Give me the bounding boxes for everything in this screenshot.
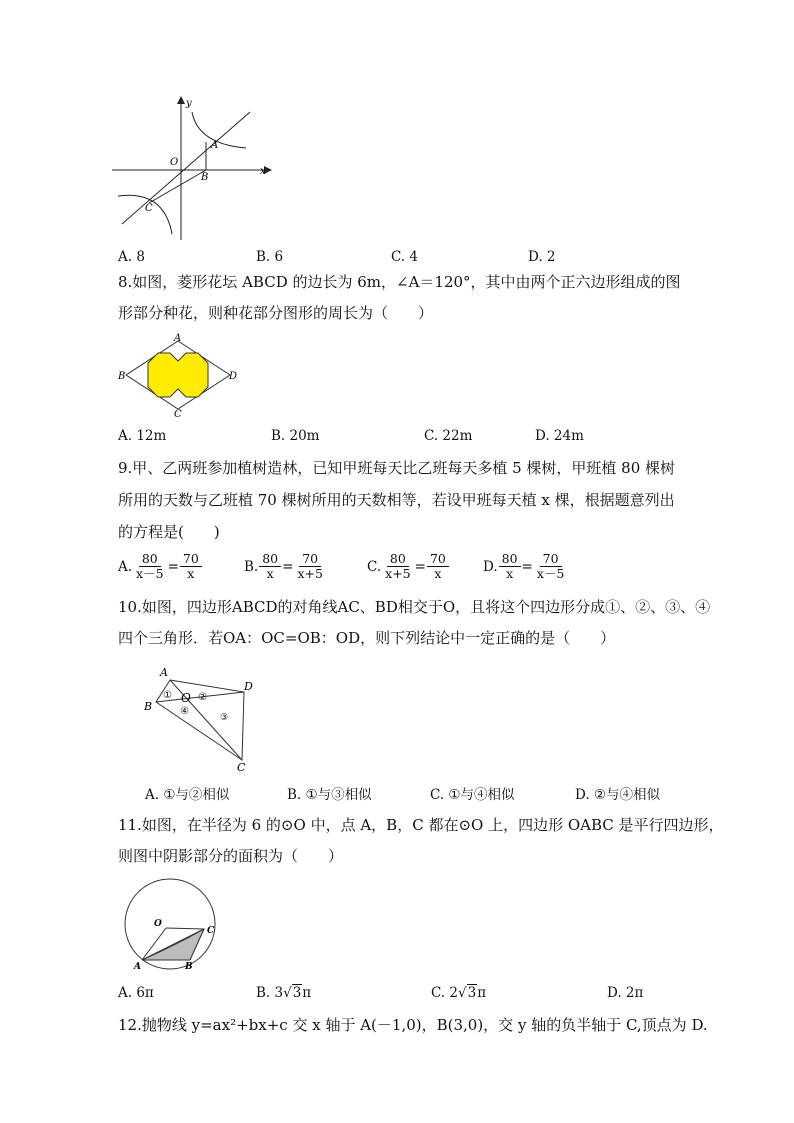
q10-region-1: ① [163, 690, 172, 701]
q9-option-a-frac-left [133, 552, 167, 581]
q9-option-d[interactable] [483, 552, 568, 581]
q11-a-label: A [134, 962, 141, 972]
q11-option-c-pi: π [477, 985, 487, 1001]
q9-a-den2: x [187, 566, 195, 581]
q7-o-label: O [170, 157, 179, 168]
q9-option-a-frac-right [180, 552, 202, 581]
q10-region-3: ③ [220, 713, 229, 723]
q8-question-line2: 形部分种花，则种花部分图形的周长为（ ） [118, 304, 434, 322]
q11-option-b-coef: B. 3 [256, 985, 284, 1001]
q11-option-c-coef: C. 2 [431, 985, 459, 1001]
q11-option-c[interactable] [431, 985, 486, 1001]
q9-d-num2: 70 [540, 552, 562, 567]
q10-region-4: ④ [180, 706, 189, 717]
q8-option-d[interactable]: D. 24m [535, 428, 584, 444]
q11-circle-figure [118, 878, 222, 972]
q9-b-den1: x [266, 566, 274, 581]
q9-c-eq: = [414, 558, 426, 575]
q11-o-label: O [154, 919, 162, 929]
q9-c-den2: x [434, 566, 442, 581]
q9-question-line1: 9.甲、乙两班参加植树造林，已知甲班每天比乙班每天多植 5 棵树，甲班植 80 棵树 [118, 459, 676, 477]
q8-b-label: B [118, 371, 126, 382]
q7-c-label: C [145, 203, 153, 214]
q8-option-b[interactable]: B. 20m [271, 428, 320, 444]
q11-question-line2: 则图中阴影部分的面积为（ ） [118, 847, 344, 865]
q7-x-label: x [260, 166, 266, 177]
q9-a-den1: x－5 [136, 566, 164, 581]
q9-question-line3: 的方程是( ) [118, 523, 220, 541]
q9-option-b-frac-right [294, 552, 325, 581]
q9-a-num2: 70 [180, 552, 202, 567]
q11-b-label: B [185, 962, 193, 972]
q10-question-line1: 10.如图，四边形ABCD的对角线AC、BD相交于O，且将这个四边形分成①、②、③、④ [118, 598, 711, 616]
q12-question-line1: 12.抛物线 y=ax²+bx+c 交 x 轴于 A(－1,0)，B(3,0)，交 y 轴的负半轴于 C,顶点为 D. [118, 1016, 708, 1034]
q10-d-label: D [244, 680, 253, 693]
q9-b-eq: = [282, 558, 294, 575]
q10-o-label: O [181, 691, 191, 705]
q10-option-b[interactable]: B. ①与③相似 [287, 787, 372, 803]
q11-option-b-radicand: 3 [292, 985, 302, 1001]
q10-option-a[interactable]: A. ①与②相似 [145, 787, 230, 803]
q7-option-b[interactable]: B. 6 [256, 249, 284, 265]
q9-option-b-letter: B. [244, 558, 259, 575]
q10-option-c[interactable]: C. ①与④相似 [430, 787, 515, 803]
q11-option-b-sqrt-icon: √ [283, 985, 292, 1001]
q11-option-c-radicand: 3 [467, 985, 477, 1001]
q9-option-c-frac-right [427, 552, 449, 581]
q9-option-a-letter: A. [118, 558, 133, 575]
q9-option-c-frac-left [382, 552, 413, 581]
q9-b-den2: x+5 [297, 566, 323, 581]
q8-option-a[interactable]: A. 12m [118, 428, 167, 444]
q10-c-label: C [237, 761, 246, 774]
q9-d-eq: = [521, 558, 533, 575]
q9-c-num2: 70 [427, 552, 449, 567]
q9-d-den1: x [506, 566, 514, 581]
q7-a-label: A [211, 140, 219, 151]
q9-b-num1: 80 [259, 552, 281, 567]
q7-y-label: y [186, 98, 192, 109]
q9-option-a[interactable] [118, 552, 203, 581]
q10-question-line2: 四个三角形．若OA：OC=OB：OD，则下列结论中一定正确的是（ ） [118, 629, 616, 647]
q9-c-num1: 80 [387, 552, 409, 567]
q10-option-d[interactable]: D. ②与④相似 [575, 787, 661, 803]
q11-c-label: C [207, 926, 215, 936]
q9-a-eq: = [167, 558, 179, 575]
q11-option-d[interactable]: D. 2π [607, 985, 644, 1001]
q8-question-line1: 8.如图，菱形花坛 ABCD 的边长为 6m，∠A＝120°，其中由两个正六边形组成的图 [118, 273, 681, 291]
q11-question-line1: 11.如图，在半径为 6 的⊙O 中，点 A，B，C 都在⊙O 上，四边形 OABC 是平行四边形， [118, 816, 724, 834]
q10-a-label: A [160, 666, 168, 679]
q7-figure [112, 92, 272, 242]
q8-hexagon-flower-bed [148, 353, 208, 397]
q11-option-c-sqrt-icon: √ [458, 985, 467, 1001]
q7-option-d[interactable]: D. 2 [528, 249, 556, 265]
q11-option-b[interactable] [256, 985, 311, 1001]
q7-option-a[interactable]: A. 8 [118, 249, 145, 265]
q8-c-label: C [174, 409, 182, 417]
q8-d-label: D [229, 371, 238, 382]
q11-option-a[interactable]: A. 6π [118, 985, 154, 1001]
q10-quadrilateral-figure [140, 664, 262, 774]
q9-option-b-frac-left [259, 552, 281, 581]
q9-option-c[interactable] [367, 552, 450, 581]
q9-b-num2: 70 [299, 552, 321, 567]
q9-option-c-letter: C. [367, 558, 382, 575]
q10-b-label: B [144, 700, 153, 713]
q8-option-c[interactable]: C. 22m [424, 428, 473, 444]
q7-b-label: B [201, 172, 209, 183]
q9-d-num1: 80 [499, 552, 521, 567]
q9-option-d-letter: D. [483, 558, 498, 575]
q11-option-b-pi: π [302, 985, 312, 1001]
q9-option-d-frac-left [499, 552, 521, 581]
q10-region-2: ② [198, 692, 207, 703]
q9-option-b[interactable] [244, 552, 327, 581]
q8-a-label: A [174, 333, 182, 344]
q9-option-d-frac-right [534, 552, 568, 581]
q8-rhombus-figure [118, 333, 244, 417]
q9-question-line2: 所用的天数与乙班植 70 棵树所用的天数相等，若设甲班每天植 x 棵，根据题意列出 [118, 491, 675, 509]
q7-option-c[interactable]: C. 4 [391, 249, 419, 265]
q9-d-den2: x－5 [536, 566, 565, 581]
q9-c-den1: x+5 [385, 566, 411, 581]
q9-a-num1: 80 [139, 552, 161, 567]
